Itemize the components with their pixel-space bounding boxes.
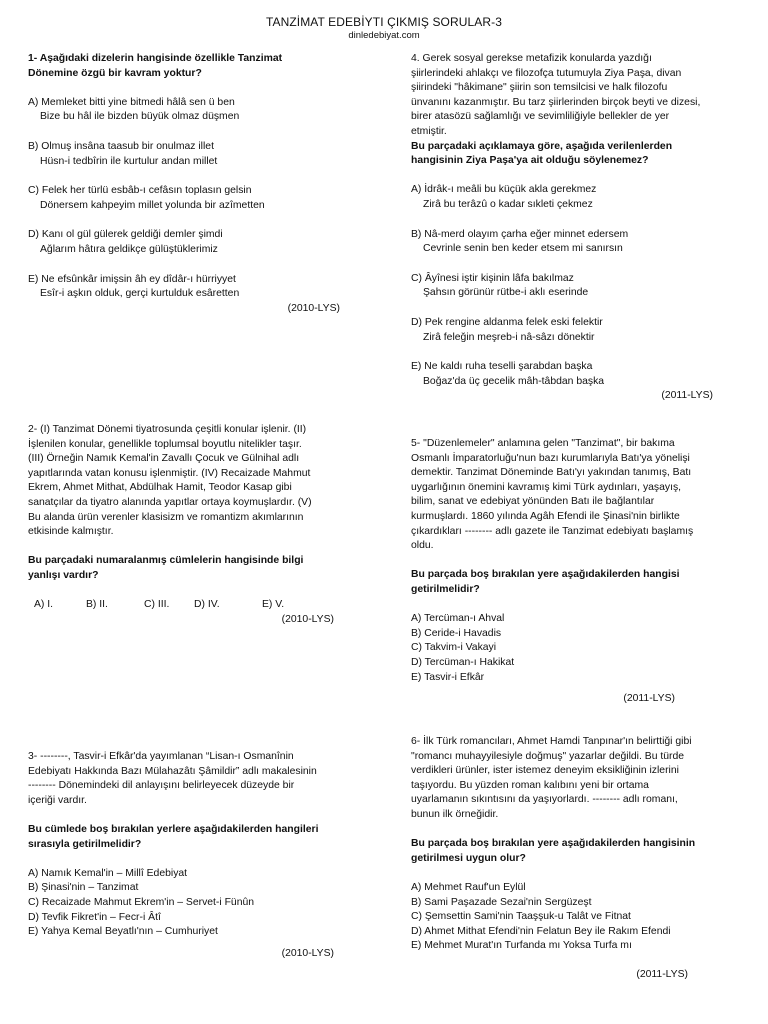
question-stem: sırasıyla getirilmelidir? bbox=[28, 838, 142, 850]
passage-line: yapıtlarında vatan konusu işlenmiştir. (IV) Recaizade Mahmut bbox=[28, 467, 311, 479]
question-4 bbox=[411, 52, 731, 404]
option-e[interactable]: E) Ne efsûnkâr imişsin âh ey dîdâr-ı hürriyyet Esîr-i aşkın olduk, gerçi kurtulduk esâretten bbox=[28, 273, 240, 300]
question-2 bbox=[28, 423, 358, 627]
option-a[interactable]: A) Namık Kemal'in – Millî Edebiyat bbox=[28, 867, 188, 879]
option-d[interactable]: D) Tevfik Fikret'in – Fecr-i Âtî bbox=[28, 911, 161, 923]
passage-line: Ekrem, Ahmet Mithat, Abdülhak Hamit, Teodor Kasap gibi bbox=[28, 482, 292, 494]
passage-line: -------- Dönemindeki dil anlayışını belirleyecek düzeyde bir bbox=[28, 780, 295, 792]
option-a[interactable]: A) Memleket bitti yine bitmedi hâlâ sen ü ben Bize bu hâl ile bizden büyük olmaz düşmen bbox=[28, 96, 240, 123]
passage-line: birer atasözü sağlamlığı ve sevimliliğiyle bellekler de yer bbox=[411, 111, 670, 123]
passage-line: demektir. Tanzimat Döneminde Batı'yı yakından tanımış, Batı bbox=[411, 467, 692, 479]
question-stem: hangisinin Ziya Paşa'ya ait olduğu söylenemez? bbox=[411, 155, 649, 167]
passage-line: 3- --------, Tasvir-i Efkâr'da yayımlanan “Lisan-ı Osmanînin bbox=[28, 751, 294, 762]
passage-line: 5- "Düzenlemeler" anlamına gelen "Tanzimat", bir bakıma bbox=[411, 438, 675, 449]
option-c[interactable]: C) Şemsettin Sami'nin Taaşşuk-u Talât ve Fitnat bbox=[411, 911, 631, 923]
passage-line: taşıyordu. Bu yüzden roman kalıbını yeni bir ortama bbox=[411, 779, 649, 791]
passage-line: ünvanını kazanmıştır. Bu tarz şiirlerinden birçok beyti ve dizesi, bbox=[411, 96, 701, 108]
source-label: (2011-LYS) bbox=[636, 968, 688, 980]
passage-line: şiirindeki "hâkimane" şiirin son temsilcisi ve halk filozofu bbox=[411, 82, 668, 94]
option-d[interactable]: D) Ahmet Mithat Efendi'nin Felatun Bey ile Rakım Efendi bbox=[411, 925, 671, 937]
question-stem: Bu parçadaki numaralanmış cümlelerin hangisinde bilgi bbox=[28, 555, 304, 567]
passage-line: "romancı muhayyilesiyle doğmuş" yazarlar değildi. Bu türde bbox=[411, 750, 685, 762]
option-b[interactable]: B) Olmuş insâna taasub bir onulmaz illet Hüsn-i tedbîrin ile kurtulur andan millet bbox=[28, 140, 218, 167]
option-e[interactable]: E) Mehmet Murat'ın Turfanda mı Yoksa Turfa mı bbox=[411, 940, 632, 952]
page-header bbox=[0, 14, 768, 42]
passage-line: 6- İlk Türk romancıları, Ahmet Hamdi Tanpınar'ın belirttiği gibi bbox=[411, 736, 692, 747]
passage-line: bunun ilk örneğidir. bbox=[411, 808, 499, 820]
question-stem: Bu parçadaki açıklamaya göre, aşağıda verilenlerden bbox=[411, 140, 673, 152]
question-3 bbox=[28, 750, 358, 961]
question-6 bbox=[411, 735, 746, 983]
option-c[interactable]: C) Âyînesi iştir kişinin lâfa bakılmaz Şahsın görünür rütbe-i aklı eserinde bbox=[411, 272, 589, 299]
option-c[interactable]: C) Takvim-i Vakayi bbox=[411, 642, 497, 654]
passage-line: İşlenilen konular, genellikle toplumsal boyutlu nitelikler taşır. bbox=[28, 438, 302, 450]
option-e[interactable]: E) V. bbox=[262, 599, 285, 611]
option-e[interactable]: E) Tasvir-i Efkâr bbox=[411, 671, 485, 683]
option-d[interactable]: D) Tercüman-ı Hakikat bbox=[411, 656, 515, 668]
passage-line: kurmuşlardı. 1860 yılında Agâh Efendi ile Şinasi'nin birlikte bbox=[411, 510, 680, 522]
option-d[interactable]: D) Kanı ol gül gülerek geldiği demler şimdi Ağlarım hâtıra geldikçe gülüştüklerimiz bbox=[28, 229, 223, 255]
option-e[interactable]: E) Ne kaldı ruha teselli şarabdan başka Boğaz'da üç gecelik mâh-tâbdan başka bbox=[411, 361, 605, 387]
option-d[interactable]: D) Pek rengine aldanma felek eski felektir Zirâ feleğin meşreb-i nâ-sâzı dönektir bbox=[411, 316, 603, 343]
passage-line: Edebiyatı Hakkında Bazı Mülahazâtı Şâmildir” adlı makalesinin bbox=[28, 765, 317, 777]
question-stem: getirilmelidir? bbox=[411, 583, 480, 595]
passage-line: uygarlığının önemini kavramış kimi Türk aydınları, yaşayış, bbox=[411, 481, 682, 493]
source-label: (2011-LYS) bbox=[661, 390, 713, 402]
site-name: dinledebiyat.com bbox=[348, 30, 420, 41]
option-b[interactable]: B) Ceride-i Havadis bbox=[411, 627, 502, 639]
question-stem: 1- Aşağıdaki dizelerin hangisinde özellikle Tanzimat bbox=[28, 53, 283, 64]
options-row bbox=[28, 598, 358, 613]
passage-line: verdikleri ürünler, ister istemez deneyim eksikliğinin izlerini bbox=[411, 765, 679, 777]
source-label: (2011-LYS) bbox=[623, 693, 675, 705]
passage-line: etkisinde kalmıştır. bbox=[28, 526, 114, 538]
passage-line: şiirlerindeki ahlakçı ve filozofça tutumuyla Ziya Paşa, divan bbox=[411, 67, 682, 79]
question-stem: Bu parçada boş bırakılan yere aşağıdakilerden hangisi bbox=[411, 569, 680, 581]
option-b[interactable]: B) Nâ-merd olayım çarha eğer minnet edersem Cevrinle senin ben keder etsem mi sanırsın bbox=[411, 228, 629, 255]
option-a[interactable]: A) Mehmet Rauf'un Eylül bbox=[411, 881, 526, 893]
passage-line: Osmanlı İmparatorluğu'nun bazı kurumlarıyla Batı'ya yönelişi bbox=[411, 452, 690, 464]
question-stem: yanlışı vardır? bbox=[28, 569, 99, 581]
question-stem: Bu cümlede boş bırakılan yerlere aşağıdakilerden hangileri bbox=[28, 823, 319, 835]
option-a[interactable]: A) Tercüman-ı Ahval bbox=[411, 613, 505, 625]
option-e[interactable]: E) Yahya Kemal Beyatlı'nın – Cumhuriyet bbox=[28, 926, 218, 938]
passage-line: içeriği vardır. bbox=[28, 794, 87, 806]
passage-line: 4. Gerek sosyal gerekse metafizik konularda yazdığı bbox=[411, 53, 652, 64]
source-label: (2010-LYS) bbox=[281, 613, 334, 625]
passage-line: oldu. bbox=[411, 540, 434, 552]
passage-line: bilim, sanat ve edebiyat yönünden Batı ile bağlantılar bbox=[411, 496, 655, 508]
option-a[interactable]: A) İdrâk-ı meâli bu küçük akla gerekmez Zirâ bu terâzû o kadar sıkleti çekmez bbox=[411, 184, 597, 210]
option-c[interactable]: C) III. bbox=[144, 599, 170, 611]
passage-line: etmiştir. bbox=[411, 125, 447, 137]
passage-line: uyarlamanın sıkıntısını da yaşıyorlardı. -------- adlı romanı, bbox=[411, 794, 678, 806]
passage-line: Bu alanda ürün verenler klasisizm ve romantizm akımlarının bbox=[28, 511, 304, 523]
passage-line: (III) Örneğin Namık Kemal'in Zavallı Çocuk ve Gülnihal adlı bbox=[28, 453, 300, 465]
option-a[interactable]: A) I. bbox=[34, 599, 54, 611]
passage-line: çıkardıkları -------- adlı gazete ile Tanzimat edebiyatı başlamış bbox=[411, 525, 694, 537]
option-c[interactable]: C) Felek her türlü esbâb-ı cefâsın toplasın gelsin Dönersem kahpeyim millet yolunda bir azîmetten bbox=[28, 185, 265, 211]
page-title: TANZİMAT EDEBİYTI ÇIKMIŞ SORULAR-3 bbox=[265, 15, 503, 29]
source-label: (2010-LYS) bbox=[281, 947, 334, 959]
option-b[interactable]: B) II. bbox=[86, 599, 108, 611]
question-stem: Bu parçada boş bırakılan yere aşağıdakilerden hangisinin bbox=[411, 838, 696, 850]
passage-line: 2- (I) Tanzimat Dönemi tiyatrosunda çeşitli konular işlenir. (II) bbox=[28, 424, 307, 435]
passage-line: sanatçılar da tiyatro alanında yapıtlar ortaya koymuşlardır. (V) bbox=[28, 496, 312, 508]
question-stem: getirilmesi uygun olur? bbox=[411, 852, 526, 864]
option-b[interactable]: B) Sami Paşazade Sezai'nin Sergüzeşt bbox=[411, 896, 592, 908]
option-d[interactable]: D) IV. bbox=[194, 599, 220, 611]
question-stem: Dönemine özgü bir kavram yoktur? bbox=[28, 67, 202, 79]
option-c[interactable]: C) Recaizade Mahmut Ekrem'in – Servet-i Fünûn bbox=[28, 896, 255, 908]
option-b[interactable]: B) Şinasi'nin – Tanzimat bbox=[28, 882, 139, 894]
question-5 bbox=[411, 437, 741, 707]
question-1 bbox=[28, 52, 346, 316]
source-label: (2010-LYS) bbox=[287, 302, 340, 314]
